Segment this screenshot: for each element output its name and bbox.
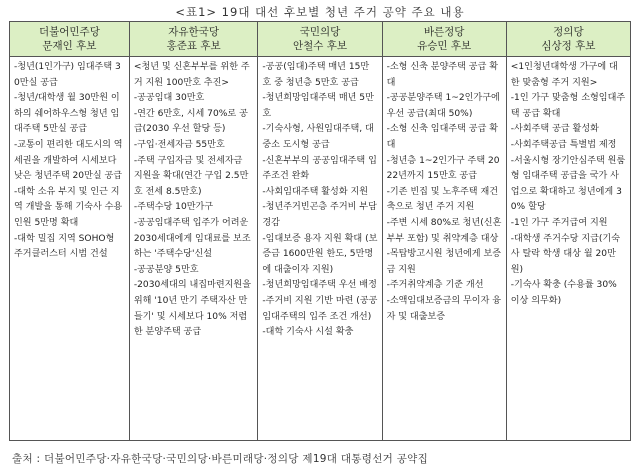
pledge-item: -주거비 지원 기반 마련 (공공임대주택의 입주 조건 개선) bbox=[262, 295, 378, 322]
pledge-item: -사회임대주택 활성화 지원 bbox=[262, 186, 369, 197]
party-name: 더불어민주당 bbox=[38, 26, 100, 38]
candidate-name: 심상정 후보 bbox=[541, 40, 596, 52]
pledge-item: -대학 소유 부지 및 인근 지역 개발을 통해 기숙사 수용인원 5만명 확대 bbox=[14, 186, 123, 228]
pledge-item: -공공(임대)주택 매년 15만호 중 청년층 5만호 공급 bbox=[262, 62, 370, 88]
header-cell-2 bbox=[258, 22, 382, 57]
pledge-item: -1인 가구 맞춤형 소형임대주택 공급 확대 bbox=[510, 93, 626, 119]
header-cell-3 bbox=[382, 22, 506, 57]
pledge-item: -주변 시세 80%로 청년(신혼부부 포함) 및 취약계층 대상 bbox=[386, 217, 502, 244]
pledge-item: -소액임대보증금의 무이자 융자 및 대출보증 bbox=[386, 295, 502, 322]
pledge-item: -청년희망임대주택 매년 5만호 bbox=[262, 93, 374, 119]
table-title: <표1> 19대 대선 후보별 청년 주거 공약 주요 내용 bbox=[175, 5, 465, 19]
pledge-item: -주거취약계층 기준 개선 bbox=[386, 280, 484, 291]
pledge-item: -신혼부부의 공공임대주택 입주조건 완화 bbox=[262, 155, 377, 182]
content-row bbox=[10, 57, 631, 441]
pledge-item: -소형 신축 임대주택 공급 확대 bbox=[386, 124, 499, 150]
source-note: 출처 : 더불어민주당·자유한국당·국민의당·바른미래당·정의당 제19대 대통령선거 공약집 bbox=[12, 453, 429, 465]
pledge-item: -기존 빈집 및 노후주택 재건축으로 청년 주거 지원 bbox=[386, 186, 499, 213]
pledge-item: -주택수당 10만가구 bbox=[133, 202, 214, 213]
pledge-cell-democratic bbox=[10, 57, 130, 441]
pledge-item: -공공임대 30만호 bbox=[133, 93, 205, 104]
pledge-item: -대학 기숙사 시설 확충 bbox=[262, 327, 354, 338]
pledge-item: -연간 6만호, 시세 70%로 공급(2030 우선 할당 등) bbox=[133, 108, 248, 135]
pledge-item: -청년희망임대주택 우선 배정 bbox=[262, 280, 377, 291]
pledge-cell-bareun bbox=[382, 57, 506, 441]
pledge-item: -청년/대학생 월 30만원 이하의 쉐어하우스형 청년 임대주택 5만실 공급 bbox=[14, 93, 120, 135]
pledge-item: -대학생 주거수당 지급(기숙사 탈락 학생 대상 월 20만원) bbox=[510, 233, 621, 275]
pledge-item: -교통이 편리한 대도시의 역세권을 개발하여 시세보다 낮은 청년주택 20만실 공급 bbox=[14, 139, 123, 182]
pledge-cell-justice bbox=[506, 57, 630, 441]
pledge-item: -기숙사 확충 (수용률 30% 이상 의무화) bbox=[510, 280, 617, 306]
pledge-item: -서울시형 장기안심주택 원룸형 임대주택 공급을 국가 사업으로 확대하고 청년에게 30% 할당 bbox=[510, 155, 626, 213]
pledge-item: <1인청년대학생 가구에 대한 맞춤형 주거 지원> bbox=[510, 62, 618, 88]
candidate-name: 문재인 후보 bbox=[42, 40, 97, 52]
candidate-name: 유승민 후보 bbox=[417, 40, 472, 52]
party-name: 바른정당 bbox=[423, 26, 465, 38]
pledge-item: -사회주택 공급 활성화 bbox=[510, 124, 599, 135]
pledge-item: -기숙사형, 사원임대주택, 대중소 도시형 공급 bbox=[262, 124, 374, 150]
pledge-item: -사회주택공급 특별법 제정 bbox=[510, 139, 617, 150]
pledge-item: -목탑방고시원 청년에게 보증금 지원 bbox=[386, 249, 502, 275]
header-cell-1 bbox=[129, 22, 258, 57]
pledge-table bbox=[9, 21, 631, 441]
party-name: 자유한국당 bbox=[168, 26, 219, 38]
pledge-item: -대학 밀집 지역 SOHO형 주거클러스터 시범 건설 bbox=[14, 233, 115, 260]
header-row bbox=[10, 22, 631, 57]
pledge-item: -공공분양주택 1~2인가구에 우선 공급(최대 50%) bbox=[386, 93, 500, 119]
header-cell-4 bbox=[506, 22, 630, 57]
pledge-item: <청년 및 신혼부부를 위한 주거 지원 100만호 추진> bbox=[133, 62, 250, 88]
pledge-item: -청년주거빈곤층 주거비 부담 경감 bbox=[262, 202, 377, 228]
party-name: 정의당 bbox=[553, 26, 584, 38]
pledge-cell-liberty-korea bbox=[129, 57, 258, 441]
pledge-cell-peoples bbox=[258, 57, 382, 441]
pledge-item: -청년층 1~2인가구 주택 2022년까지 15만호 공급 bbox=[386, 155, 500, 182]
pledge-item: -공공임대주택 입주가 어려운 2030세대에게 임대료를 보조하는 '주택수당'신설 bbox=[133, 217, 251, 260]
candidate-name: 홍준표 후보 bbox=[166, 40, 221, 52]
pledge-item: -구입·전세자금 55만호 bbox=[133, 139, 225, 150]
pledge-item: -공공분양 5만호 bbox=[133, 264, 199, 275]
party-name: 국민의당 bbox=[299, 26, 341, 38]
pledge-item: -1인 가구 주거급여 지원 bbox=[510, 217, 608, 228]
pledge-item: -청년(1인가구) 임대주택 30만실 공급 bbox=[14, 62, 121, 88]
header-cell-0 bbox=[10, 22, 130, 57]
pledge-item: -2030세대의 내집마련지원을 위해 '10년 만기 주택자산 만들기' 및 시세보다 10% 저렴한 분양주택 공급 bbox=[133, 280, 252, 338]
pledge-item: -소형 신축 분양주택 공급 확대 bbox=[386, 62, 499, 88]
pledge-item: -주택 구입자금 및 전세자금 지원을 확대(연간 구입 2.5만호 전세 8.5만호) bbox=[133, 155, 249, 197]
pledge-item: -임대보증 용자 지원 확대 (보증금 1600만원 한도, 5만명에 대출이자 지원) bbox=[262, 233, 378, 275]
candidate-name: 안철수 후보 bbox=[292, 40, 348, 52]
